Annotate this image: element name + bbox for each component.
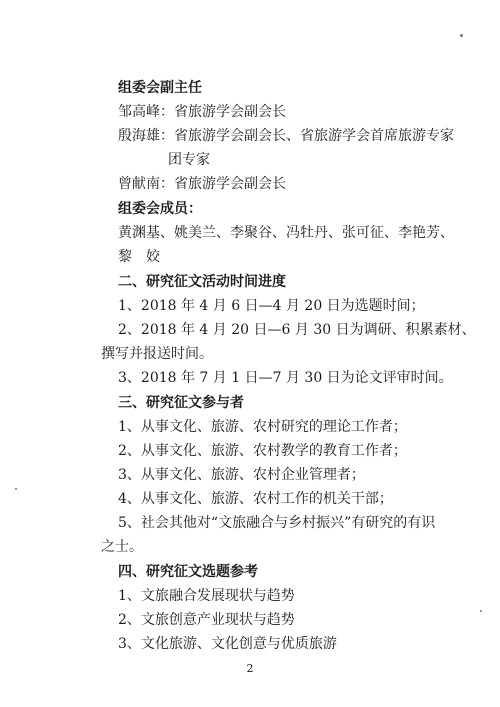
topic-item-2: 2、文旅创意产业现状与趋势 [118,612,295,628]
schedule-item-2: 2、2018 年 4 月 20 日—6 月 30 日为调研、积累素材、 [118,322,476,338]
members-list-cont: 黎 姣 [118,249,160,265]
members-list: 黄渊基、姚美兰、李聚谷、冯牡丹、张可征、李艳芳、 [118,225,454,241]
vice-director-zeng: 曾献南：省旅游学会副会长 [118,176,286,192]
participant-item-2: 2、从事文化、旅游、农村教学的教育工作者； [118,443,407,459]
vice-director-zou: 邹高峰：省旅游学会副会长 [118,104,286,120]
participant-item-5: 5、社会其他对“文旅融合与乡村振兴”有研究的有识 [118,515,436,531]
participant-item-5-cont: 之士。 [101,539,143,555]
schedule-item-1: 1、2018 年 4 月 6 日—4 月 20 日为选题时间； [118,298,425,314]
vice-director-yin-cont: 团专家 [168,152,210,168]
section-2-heading: 二、研究征文活动时间进度 [118,274,286,290]
participant-item-4: 4、从事文化、旅游、农村工作的机关干部； [118,491,393,507]
section-3-heading: 三、研究征文参与者 [118,395,244,411]
topic-item-1: 1、文旅融合发展现状与趋势 [118,588,295,604]
schedule-item-2-cont: 撰写并报送时间。 [101,346,213,362]
participant-item-3: 3、从事文化、旅游、农村企业管理者； [118,467,365,483]
heading-vice-directors: 组委会副主任 [118,80,202,96]
scan-speck [15,488,17,490]
topic-item-3: 3、文化旅游、文化创意与优质旅游 [118,636,337,652]
scan-speck [480,610,482,612]
section-4-heading: 四、研究征文选题参考 [118,564,258,580]
scan-speck [460,34,463,37]
page-number: 2 [246,662,254,675]
heading-members: 组委会成员： [118,201,202,217]
participant-item-1: 1、从事文化、旅游、农村研究的理论工作者； [118,419,407,435]
schedule-item-3: 3、2018 年 7 月 1 日—7 月 30 日为论文评审时间。 [118,370,453,386]
vice-director-yin: 殷海雄：省旅游学会副会长、省旅游学会首席旅游专家 [118,128,454,144]
